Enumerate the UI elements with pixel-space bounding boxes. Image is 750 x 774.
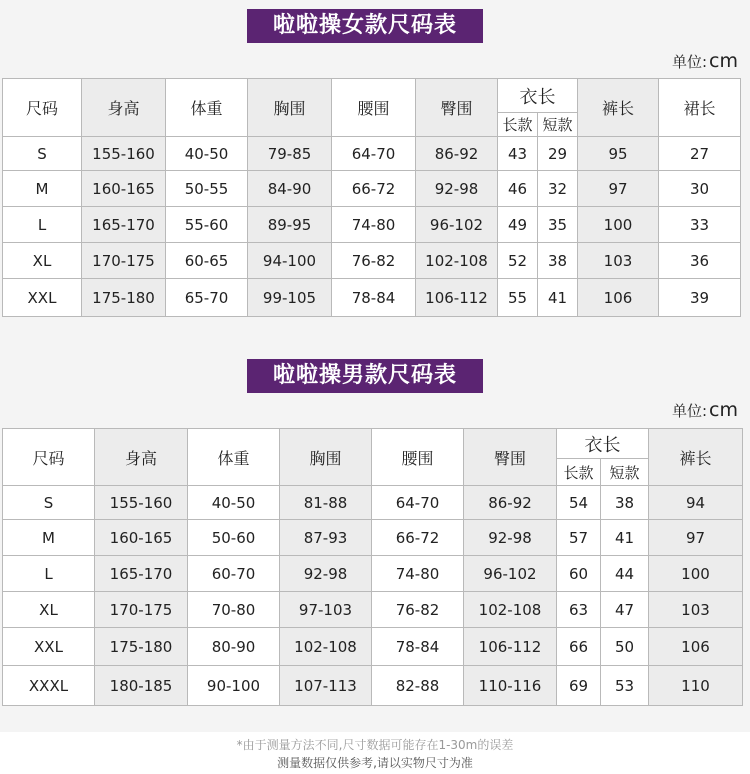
size-cell: L (3, 207, 82, 243)
table-row (3, 243, 741, 279)
table-cell: 160-165 (95, 520, 188, 556)
table-cell: 90-100 (188, 666, 280, 706)
table-cell: 94 (649, 486, 743, 520)
table-row (3, 137, 741, 171)
table-cell: 170-175 (95, 592, 188, 628)
header-chest: 胸围 (248, 79, 332, 137)
header-short: 短款 (601, 459, 649, 486)
header-top-length: 衣长 (498, 79, 578, 113)
size-cell: XXXL (3, 666, 95, 706)
table-row (3, 279, 741, 317)
table-cell: 69 (557, 666, 601, 706)
table-cell: 53 (601, 666, 649, 706)
table-cell: 106-112 (464, 628, 557, 666)
table-cell: 92-98 (416, 171, 498, 207)
table-cell: 155-160 (82, 137, 166, 171)
men-size-chart-title: 啦啦操男款尺码表 (247, 359, 483, 393)
table-cell: 86-92 (464, 486, 557, 520)
measurement-disclaimer (0, 732, 750, 774)
header-hip: 臀围 (464, 429, 557, 486)
table-cell: 39 (659, 279, 741, 317)
table-cell: 30 (659, 171, 741, 207)
table-cell: 36 (659, 243, 741, 279)
header-waist: 腰围 (332, 79, 416, 137)
table-cell: 78-84 (372, 628, 464, 666)
table-cell: 76-82 (372, 592, 464, 628)
table-cell: 110-116 (464, 666, 557, 706)
table-cell: 74-80 (372, 556, 464, 592)
table-cell: 89-95 (248, 207, 332, 243)
table-cell: 60 (557, 556, 601, 592)
table-cell: 96-102 (464, 556, 557, 592)
table-cell: 57 (557, 520, 601, 556)
size-cell: XL (3, 243, 82, 279)
table-cell: 54 (557, 486, 601, 520)
table-cell: 102-108 (416, 243, 498, 279)
table-cell: 95 (578, 137, 659, 171)
table-cell: 87-93 (280, 520, 372, 556)
header-pants-length: 裤长 (649, 429, 743, 486)
table-cell: 41 (601, 520, 649, 556)
header-height: 身高 (95, 429, 188, 486)
table-cell: 103 (649, 592, 743, 628)
table-cell: 106 (578, 279, 659, 317)
size-cell: L (3, 556, 95, 592)
table-cell: 100 (578, 207, 659, 243)
table-cell: 102-108 (464, 592, 557, 628)
table-cell: 63 (557, 592, 601, 628)
men-size-table (2, 428, 743, 706)
women-unit-value: cm (709, 50, 738, 72)
women-unit-text: 单位: (671, 53, 708, 71)
disclaimer-line-2: 测量数据仅供参考,请以实物尺寸为准 (277, 756, 473, 770)
table-cell: 35 (538, 207, 578, 243)
header-size: 尺码 (3, 429, 95, 486)
table-cell: 103 (578, 243, 659, 279)
header-weight: 体重 (166, 79, 248, 137)
header-top-length: 衣长 (557, 429, 649, 459)
size-cell: M (3, 520, 95, 556)
header-skirt-length: 裙长 (659, 79, 741, 137)
women-size-chart-title: 啦啦操女款尺码表 (247, 9, 483, 43)
table-cell: 76-82 (332, 243, 416, 279)
table-row (3, 556, 743, 592)
table-cell: 106 (649, 628, 743, 666)
size-cell: XL (3, 592, 95, 628)
women-unit-label (672, 50, 738, 72)
table-cell: 33 (659, 207, 741, 243)
table-cell: 66 (557, 628, 601, 666)
table-cell: 66-72 (332, 171, 416, 207)
table-cell: 64-70 (372, 486, 464, 520)
table-cell: 47 (601, 592, 649, 628)
table-cell: 107-113 (280, 666, 372, 706)
table-cell: 52 (498, 243, 538, 279)
table-row (3, 486, 743, 520)
table-cell: 82-88 (372, 666, 464, 706)
table-cell: 155-160 (95, 486, 188, 520)
table-cell: 49 (498, 207, 538, 243)
header-height: 身高 (82, 79, 166, 137)
table-cell: 74-80 (332, 207, 416, 243)
table-cell: 165-170 (82, 207, 166, 243)
table-cell: 84-90 (248, 171, 332, 207)
table-cell: 92-98 (464, 520, 557, 556)
table-cell: 175-180 (82, 279, 166, 317)
header-weight: 体重 (188, 429, 280, 486)
table-row (3, 592, 743, 628)
header-long: 长款 (557, 459, 601, 486)
table-cell: 99-105 (248, 279, 332, 317)
table-cell: 50 (601, 628, 649, 666)
table-cell: 170-175 (82, 243, 166, 279)
table-cell: 44 (601, 556, 649, 592)
table-cell: 40-50 (188, 486, 280, 520)
men-unit-value: cm (709, 399, 738, 421)
header-hip: 臀围 (416, 79, 498, 137)
table-cell: 29 (538, 137, 578, 171)
table-cell: 60-65 (166, 243, 248, 279)
table-cell: 81-88 (280, 486, 372, 520)
table-row (3, 171, 741, 207)
table-cell: 43 (498, 137, 538, 171)
table-cell: 180-185 (95, 666, 188, 706)
table-cell: 64-70 (332, 137, 416, 171)
table-cell: 40-50 (166, 137, 248, 171)
table-cell: 97 (649, 520, 743, 556)
table-cell: 60-70 (188, 556, 280, 592)
table-row (3, 520, 743, 556)
table-cell: 50-60 (188, 520, 280, 556)
table-cell: 78-84 (332, 279, 416, 317)
table-cell: 100 (649, 556, 743, 592)
table-cell: 175-180 (95, 628, 188, 666)
table-cell: 65-70 (166, 279, 248, 317)
table-cell: 94-100 (248, 243, 332, 279)
men-unit-text: 单位: (671, 402, 708, 420)
table-row (3, 207, 741, 243)
table-cell: 97 (578, 171, 659, 207)
header-long: 长款 (498, 113, 538, 137)
women-size-table (2, 78, 741, 317)
size-cell: XXL (3, 628, 95, 666)
table-cell: 41 (538, 279, 578, 317)
table-cell: 27 (659, 137, 741, 171)
table-cell: 80-90 (188, 628, 280, 666)
table-row (3, 666, 743, 706)
header-chest: 胸围 (280, 429, 372, 486)
header-pants-length: 裤长 (578, 79, 659, 137)
table-cell: 38 (601, 486, 649, 520)
table-cell: 55-60 (166, 207, 248, 243)
table-cell: 92-98 (280, 556, 372, 592)
size-cell: M (3, 171, 82, 207)
table-cell: 86-92 (416, 137, 498, 171)
table-cell: 110 (649, 666, 743, 706)
size-cell: S (3, 137, 82, 171)
table-cell: 106-112 (416, 279, 498, 317)
header-waist: 腰围 (372, 429, 464, 486)
table-cell: 96-102 (416, 207, 498, 243)
table-cell: 79-85 (248, 137, 332, 171)
table-cell: 160-165 (82, 171, 166, 207)
size-cell: S (3, 486, 95, 520)
table-cell: 165-170 (95, 556, 188, 592)
disclaimer-line-1: *由于测量方法不同,尺寸数据可能存在1-30m的误差 (236, 738, 514, 752)
table-cell: 55 (498, 279, 538, 317)
table-cell: 50-55 (166, 171, 248, 207)
table-cell: 66-72 (372, 520, 464, 556)
table-cell: 70-80 (188, 592, 280, 628)
table-cell: 32 (538, 171, 578, 207)
table-row (3, 628, 743, 666)
header-size: 尺码 (3, 79, 82, 137)
header-short: 短款 (538, 113, 578, 137)
table-cell: 102-108 (280, 628, 372, 666)
table-cell: 97-103 (280, 592, 372, 628)
table-cell: 38 (538, 243, 578, 279)
size-cell: XXL (3, 279, 82, 317)
table-cell: 46 (498, 171, 538, 207)
men-unit-label (672, 399, 738, 421)
